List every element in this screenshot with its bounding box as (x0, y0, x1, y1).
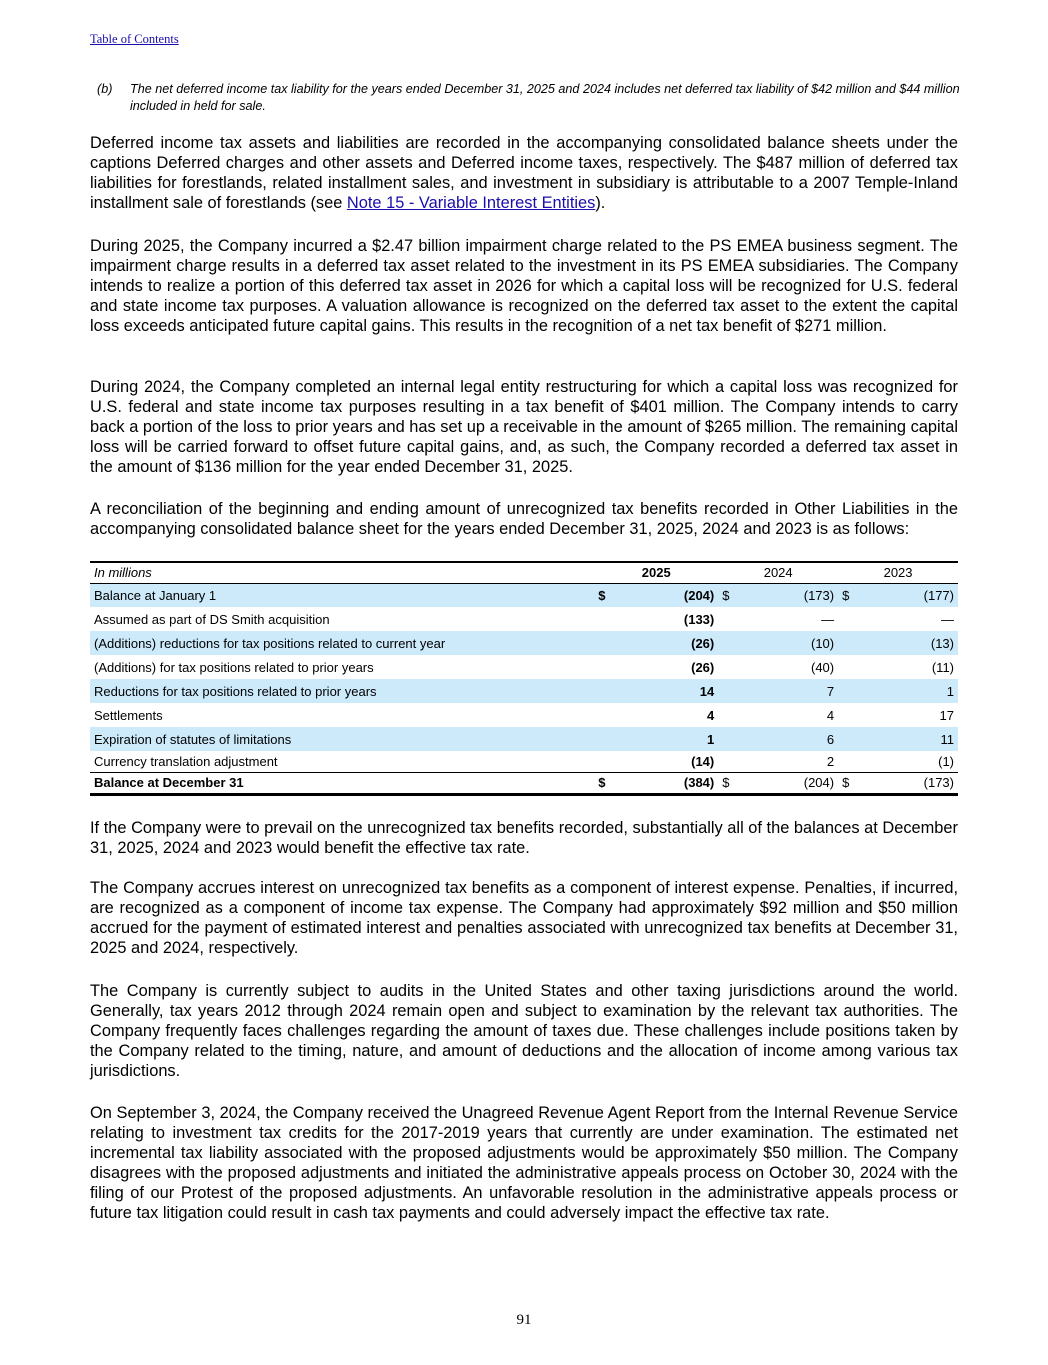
currency-2023: $ (838, 583, 855, 607)
value-2024: (173) (735, 583, 838, 607)
table-of-contents-link[interactable]: Table of Contents (90, 32, 179, 46)
row-label: (Additions) reductions for tax positions related to current year (90, 631, 594, 655)
paragraph-text: Deferred income tax assets and liabilities are recorded in the accompanying consolidated balance sheets under the captions Deferred charges and other assets and Deferred income taxes, respectively. The $487 million of deferred tax liabilities for forestlands, related installment sales, and investment in subsidiary is attributable to a 2007 Temple-Inland installment sale of forestlands (see (90, 134, 958, 213)
header-units-label: In millions (94, 565, 152, 581)
table-row (90, 727, 958, 751)
paragraph-prevail: If the Company were to prevail on the unrecognized tax benefits recorded, substantially all of the balances at December 31, 2025, 2024 and 2023 would benefit the effective tax rate. (90, 819, 958, 858)
value-2023: 17 (939, 707, 954, 723)
value-2025: (204) (615, 583, 718, 607)
row-label: Assumed as part of DS Smith acquisition (94, 611, 330, 627)
page-number: 91 (516, 1312, 532, 1328)
currency-2025 (594, 631, 615, 655)
value-2023: 1 (855, 679, 958, 703)
table-row (90, 679, 958, 703)
header-year-2025: 2025 (641, 565, 671, 581)
paragraph-2024-restructuring: During 2024, the Company completed an internal legal entity restructuring for which a capital loss was recognized for U.S. federal and state income tax purposes resulting in a tax benefit of $401 million. The Company intends to carry back a portion of the loss to prior years and has set up a receivable in the amount of $265 million. The remaining capital loss will be carried forward to offset future capital gains, and, as such, the Company recorded a deferred tax asset in the amount of $136 million for the year ended December 31, 2025. (90, 378, 958, 477)
currency-2025: $ (594, 583, 615, 607)
table-total-row (90, 772, 958, 794)
paragraph-2025-impairment: During 2025, the Company incurred a $2.47 billion impairment charge related to the PS EMEA business segment. The impairment charge results in a deferred tax asset related to the investment in its PS EMEA subsidiaries. The Company intends to realize a portion of this deferred tax asset in 2026 for which a capital loss will be recognized for U.S. federal and state income tax purposes. A valuation allowance is recognized on the deferred tax asset to the extent the capital loss exceeds anticipated future capital gains. This results in the recognition of a net tax benefit of $271 million. (90, 237, 958, 336)
currency-2025 (594, 607, 615, 631)
table-row (90, 631, 958, 655)
value-2025: (14) (691, 753, 715, 769)
header-year-2024: 2024 (763, 565, 793, 581)
paragraph-deferred-tax-captions (90, 133, 958, 213)
currency-2023 (838, 631, 855, 655)
currency-2024 (718, 703, 735, 727)
value-2024: 4 (826, 707, 835, 723)
paragraph-reconciliation-intro: A reconciliation of the beginning and ending amount of unrecognized tax benefits recorded in Other Liabilities in the accompanying consolidated balance sheet for the years ended December 31, 2025, 2024 and 2023 is as follows: (90, 500, 958, 539)
value-2025: (384) (683, 775, 715, 790)
currency-2023 (838, 607, 855, 631)
paragraph-audits: The Company is currently subject to audits in the United States and other taxing jurisdictions around the world. Generally, tax years 2012 through 2024 remain open and subject to examination by the relevant tax authorities. The Company frequently faces challenges regarding the amount of taxes due. These challenges include positions taken by the Company related to the timing, nature, and amount of deductions and the allocation of income among various tax jurisdictions. (90, 982, 958, 1081)
value-2025: (26) (615, 631, 718, 655)
footnote-marker: (b) (97, 82, 113, 96)
paragraph-text: ). (595, 194, 606, 213)
value-2025: 1 (615, 727, 718, 751)
value-2024: (40) (810, 659, 835, 675)
currency-2024: $ (718, 583, 735, 607)
value-2023: (13) (855, 631, 958, 655)
currency-2024 (718, 631, 735, 655)
currency-2025 (594, 679, 615, 703)
row-label: Settlements (94, 707, 163, 723)
row-label: Expiration of statutes of limitations (90, 727, 594, 751)
currency-2024 (718, 607, 735, 631)
paragraph-interest-penalties: The Company accrues interest on unrecognized tax benefits as a component of interest expense. Penalties, if incurred, are recognized as a component of income tax expense. The Company had approximately $92 million and $50 million accrued for the payment of estimated interest and penalties associated with unrecognized tax benefits at December 31, 2025 and 2024, respectively. (90, 879, 958, 958)
value-2023: 11 (855, 727, 958, 751)
value-2024: 6 (735, 727, 838, 751)
value-2025: 4 (707, 707, 715, 723)
row-label: Balance at January 1 (90, 583, 594, 607)
row-label: (Additions) for tax positions related to prior years (94, 659, 374, 675)
row-label: Balance at December 31 (94, 775, 244, 790)
currency-2025 (594, 703, 615, 727)
currency-2024 (718, 751, 735, 772)
value-2023: (1) (938, 753, 954, 769)
footnote-text: The net deferred income tax liability for the years ended December 31, 2025 and 2024 includes net deferred tax liability of $42 million and $44 million included in held for sale. (130, 82, 960, 113)
table-row (90, 655, 958, 679)
footnote-b (97, 81, 963, 115)
value-2024: (10) (735, 631, 838, 655)
value-2023: (173) (923, 775, 954, 790)
paragraph-irs-report: On September 3, 2024, the Company received the Unagreed Revenue Agent Report from the Internal Revenue Service relating to investment tax credits for the 2017-2019 years that currently are under examination. The estimated net incremental tax liability associated with the proposed adjustments would be approximately $50 million. The Company disagrees with the proposed adjustments and initiated the administrative appeals process on October 30, 2024 with the filing of our Protest of the proposed adjustments. An unfavorable resolution in the administrative appeals process or future tax litigation could result in cash tax payments and could adversely impact the effective tax rate. (90, 1104, 958, 1223)
value-2024: 2 (826, 753, 835, 769)
value-2023: (11) (931, 659, 954, 675)
currency-2024 (718, 727, 735, 751)
value-2025: 14 (615, 679, 718, 703)
unrecognized-tax-benefits-table (90, 561, 958, 796)
currency-2024: $ (722, 775, 730, 790)
currency-2023 (838, 703, 855, 727)
currency-2025 (594, 727, 615, 751)
row-label: Currency translation adjustment (94, 753, 278, 769)
value-2025: (133) (683, 611, 715, 627)
table-row (90, 583, 958, 607)
currency-2024 (718, 679, 735, 703)
currency-2023 (838, 751, 855, 772)
value-2023: — (941, 611, 954, 627)
currency-2023 (838, 679, 855, 703)
row-label: Reductions for tax positions related to prior years (90, 679, 594, 703)
table-row (90, 607, 958, 631)
currency-2024 (718, 655, 735, 679)
table-row (90, 751, 958, 772)
table-header-row (90, 562, 958, 583)
currency-2023 (838, 727, 855, 751)
value-2023: (177) (855, 583, 958, 607)
header-year-2023: 2023 (883, 565, 913, 581)
value-2025: (26) (691, 659, 715, 675)
value-2024: 7 (735, 679, 838, 703)
currency-2025 (594, 655, 615, 679)
value-2024: (204) (803, 775, 835, 790)
value-2024: — (821, 611, 835, 627)
currency-2025 (594, 751, 615, 772)
currency-2023 (838, 655, 855, 679)
note-15-link[interactable]: Note 15 - Variable Interest Entities (346, 194, 596, 213)
currency-2023: $ (842, 775, 850, 790)
table-row (90, 703, 958, 727)
currency-2025: $ (598, 775, 606, 790)
